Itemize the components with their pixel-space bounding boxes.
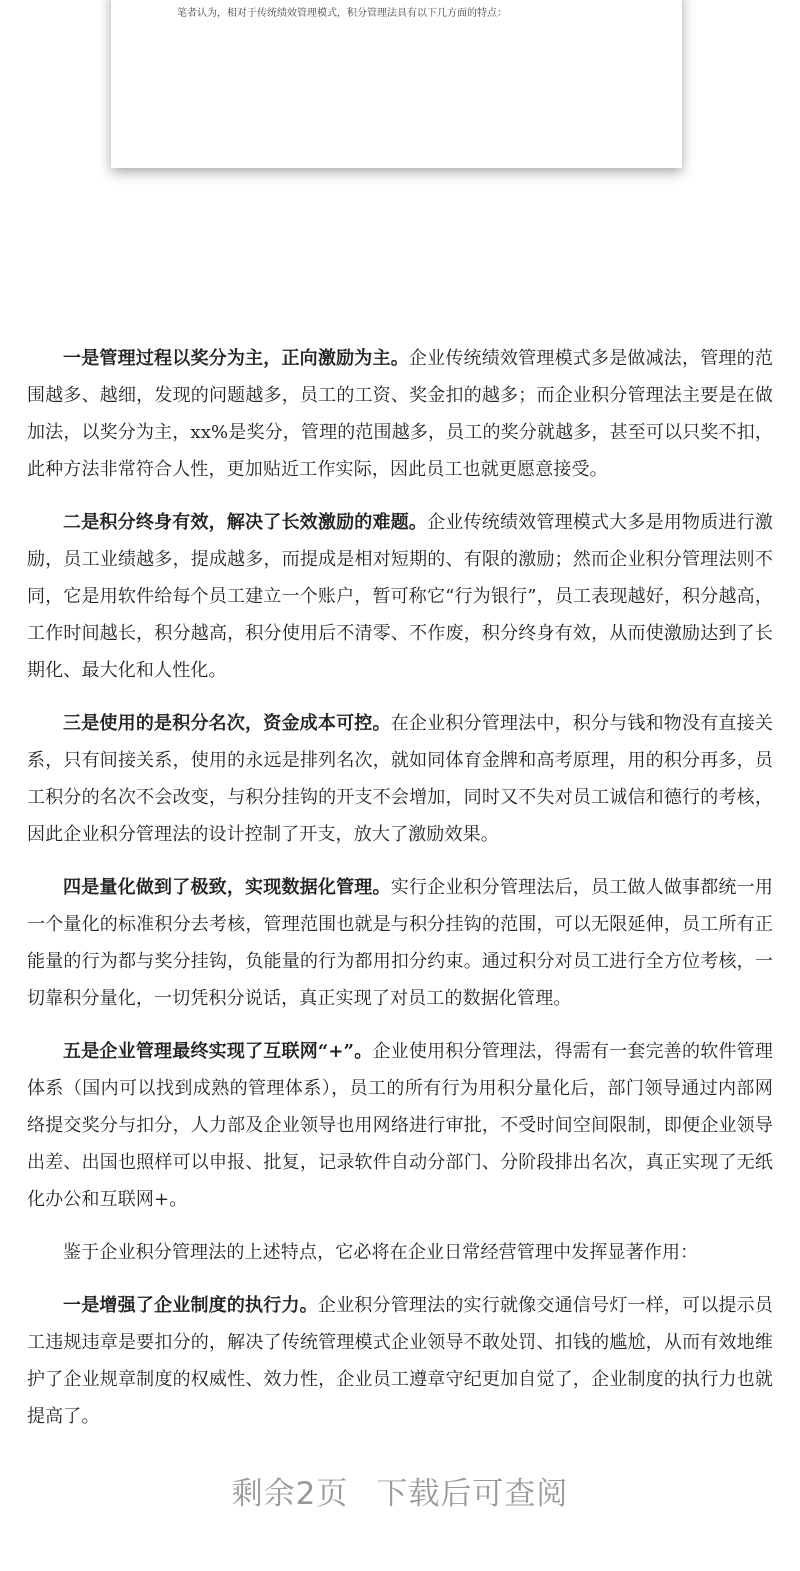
download-prompt[interactable] — [0, 1468, 800, 1513]
paragraph-text: 企业传统绩效管理模式多是做减法，管理的范围越多、越细，发现的问题越多，员工的工资、奖金扣的越多；而企业积分管理法主要是在做加法，以奖分为主，xx%是奖分，管理的范围越多，员工的奖分就越多，甚至可以只奖不扣，此种方法非常符合人性，更加贴近工作实际，因此员工也就更愿意接受。 — [27, 348, 773, 480]
paragraph-lead: 二是积分终身有效，解决了长效激励的难题。 — [63, 512, 428, 533]
paragraph-lead: 四是量化做到了极致，实现数据化管理。 — [63, 877, 391, 898]
paragraph-lead: 一是增强了企业制度的执行力。 — [63, 1295, 318, 1316]
paragraph-lead: 一是管理过程以奖分为主，正向激励为主。 — [63, 348, 409, 369]
paragraph-4 — [27, 869, 773, 1017]
paragraph-7 — [27, 1287, 773, 1435]
paragraph-1 — [27, 340, 773, 488]
remaining-pages: 剩余2页 — [231, 1476, 349, 1512]
document-preview-page — [111, 0, 682, 168]
paragraph-2 — [27, 504, 773, 689]
document-body — [27, 340, 773, 1451]
preview-text: 笔者认为，相对于传统绩效管理模式，积分管理法具有以下几方面的特点： — [177, 8, 507, 19]
paragraph-text: 企业传统绩效管理模式大多是用物质进行激励，员工业绩越多，提成越多，而提成是相对短期的、有限的激励；然而企业积分管理法则不同，它是用软件给每个员工建立一个账户，暂可称它“行为银行”，员工表现越好，积分越高，工作时间越长，积分越高，积分使用后不清零、不作废，积分终身有效，从而使激励达到了长期化、最大化和人性化。 — [27, 512, 773, 681]
paragraph-6 — [27, 1234, 773, 1271]
paragraph-text: 企业积分管理法的实行就像交通信号灯一样，可以提示员工违规违章是要扣分的，解决了传统管理模式企业领导不敢处罚、扣钱的尴尬，从而有效地维护了企业规章制度的权威性、效力性，企业员工遵章守纪更加自觉了，企业制度的执行力也就提高了。 — [27, 1295, 773, 1427]
paragraph-3 — [27, 705, 773, 853]
paragraph-text: 实行企业积分管理法后，员工做人做事都统一用一个量化的标准积分去考核，管理范围也就是与积分挂钩的范围，可以无限延伸，员工所有正能量的行为都与奖分挂钩，负能量的行为都用扣分约束。通过积分对员工进行全方位考核，一切靠积分量化，一切凭积分说话，真正实现了对员工的数据化管理。 — [27, 877, 773, 1009]
paragraph-text: 企业使用积分管理法，得需有一套完善的软件管理体系（国内可以找到成熟的管理体系），员工的所有行为用积分量化后，部门领导通过内部网络提交奖分与扣分，人力部及企业领导也用网络进行审批，不受时间空间限制，即便企业领导出差、出国也照样可以申报、批复，记录软件自动分部门、分阶段排出名次，真正实现了无纸化办公和互联网+。 — [27, 1041, 773, 1210]
paragraph-5 — [27, 1033, 773, 1218]
paragraph-text: 鉴于企业积分管理法的上述特点，它必将在企业日常经营管理中发挥显著作用： — [63, 1242, 699, 1263]
paragraph-lead: 三是使用的是积分名次，资金成本可控。 — [63, 713, 391, 734]
download-to-view[interactable]: 下载后可查阅 — [376, 1476, 569, 1512]
paragraph-lead: 五是企业管理最终实现了互联网“+”。 — [63, 1041, 373, 1062]
paragraph-text: 在企业积分管理法中，积分与钱和物没有直接关系，只有间接关系，使用的永远是排列名次，就如同体育金牌和高考原理，用的积分再多，员工积分的名次不会改变，与积分挂钩的开支不会增加，同时又不失对员工诚信和德行的考核，因此企业积分管理法的设计控制了开支，放大了激励效果。 — [27, 713, 773, 845]
